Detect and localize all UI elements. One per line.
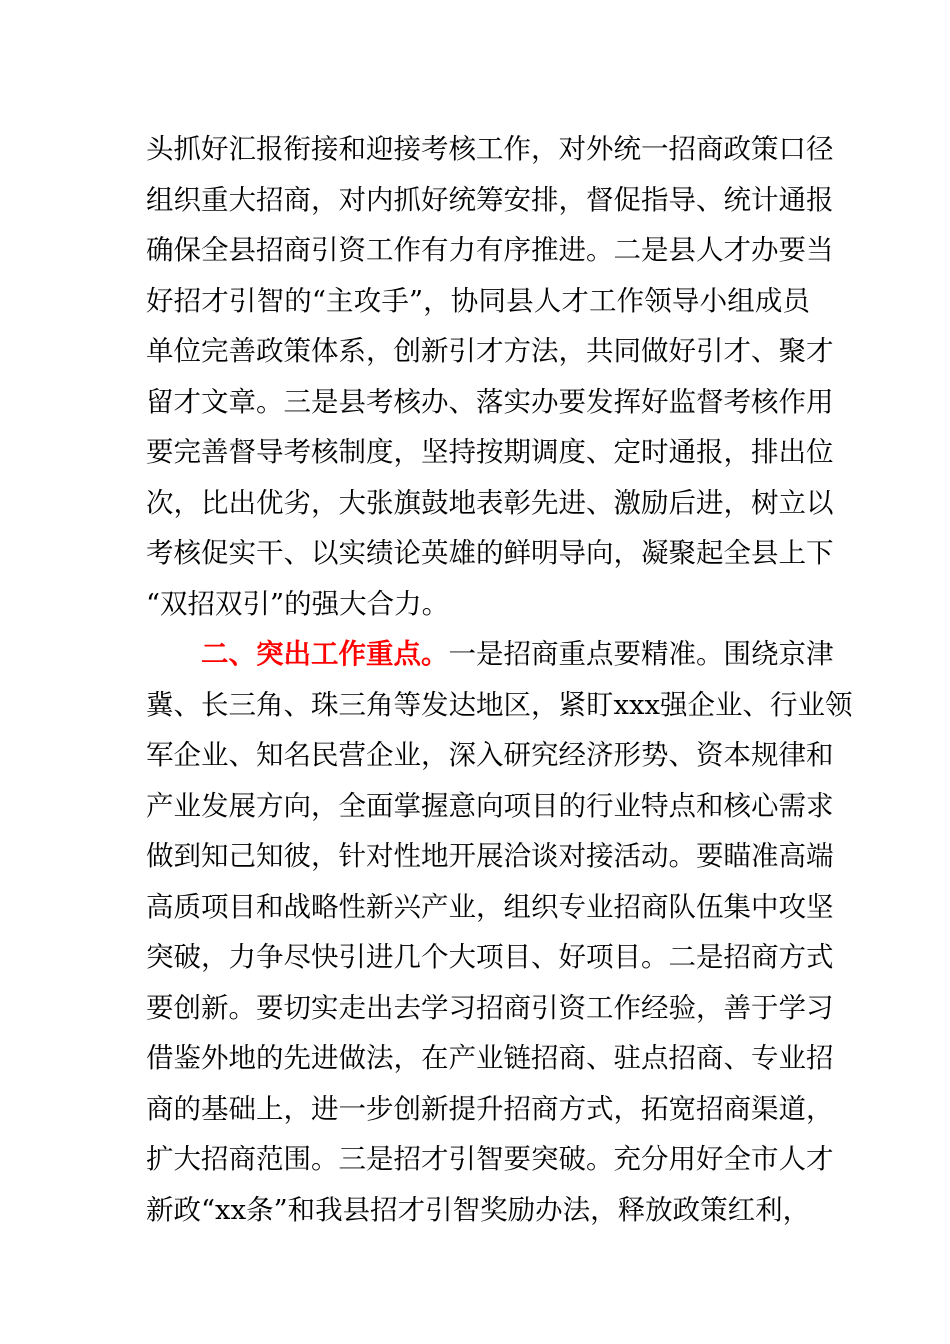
text-line: 单位完善政策体系，创新引才方法，共同做好引才、聚才 (146, 335, 834, 367)
paragraph-2 (146, 629, 853, 1235)
text-line: 要创新。要切实走出去学习招商引资工作经验，善于学习 (146, 991, 834, 1024)
text-line: 要完善督导考核制度，坚持按期调度、定时通报，排出位 (146, 436, 834, 468)
text-line: 考核促实干、以实绩论英雄的鲜明导向，凝聚起全县上下 (146, 537, 834, 569)
text-line: 高质项目和战略性新兴产业，组织专业招商队伍集中攻坚 (146, 890, 834, 923)
text-line: 好招才引智的“主攻手”，协同县人才工作领导小组成员 (146, 284, 810, 317)
text-line: 新政“xx条”和我县招才引智奖励办法，释放政策红利， (146, 1193, 811, 1226)
text-line: 借鉴外地的先进做法，在产业链招商、驻点招商、专业招 (146, 1042, 834, 1074)
text-line: 做到知己知彼，针对性地开展洽谈对接活动。要瞄准高端 (146, 840, 834, 872)
text-line: 留才文章。三是县考核办、落实办要发挥好监督考核作用 (146, 385, 834, 418)
text-line: 冀、长三角、珠三角等发达地区，紧盯xxx强企业、行业领 (146, 688, 853, 721)
text-line: 突破，力争尽快引进几个大项目、好项目。二是招商方式 (146, 941, 834, 973)
text-line: 次，比出优劣，大张旗鼓地表彰先进、激励后进，树立以 (146, 486, 834, 519)
text-line: “双招双引”的强大合力。 (146, 587, 450, 620)
text-line: 组织重大招商，对内抓好统筹安排，督促指导、统计通报 (146, 183, 834, 216)
text-line: 商的基础上，进一步创新提升招商方式，拓宽招商渠道， (146, 1092, 834, 1125)
section-heading: 二、突出工作重点。 (201, 638, 449, 670)
text-line: 头抓好汇报衔接和迎接考核工作，对外统一招商政策口径 (146, 133, 834, 165)
text-line: 扩大招商范围。三是招才引智要突破。充分用好全市人才 (146, 1143, 834, 1175)
text-line-rest: 一是招商重点要精准。围绕京津 (448, 638, 834, 670)
body-text (146, 124, 853, 1235)
text-line: 确保全县招商引资工作有力有序推进。二是县人才办要当 (146, 234, 834, 266)
paragraph-1 (146, 124, 834, 629)
text-line: 军企业、知名民营企业，深入研究经济形势、资本规律和 (146, 739, 834, 771)
paragraph-2-first-line (146, 629, 834, 680)
text-line: 产业发展方向，全面掌握意向项目的行业特点和核心需求 (146, 789, 834, 822)
